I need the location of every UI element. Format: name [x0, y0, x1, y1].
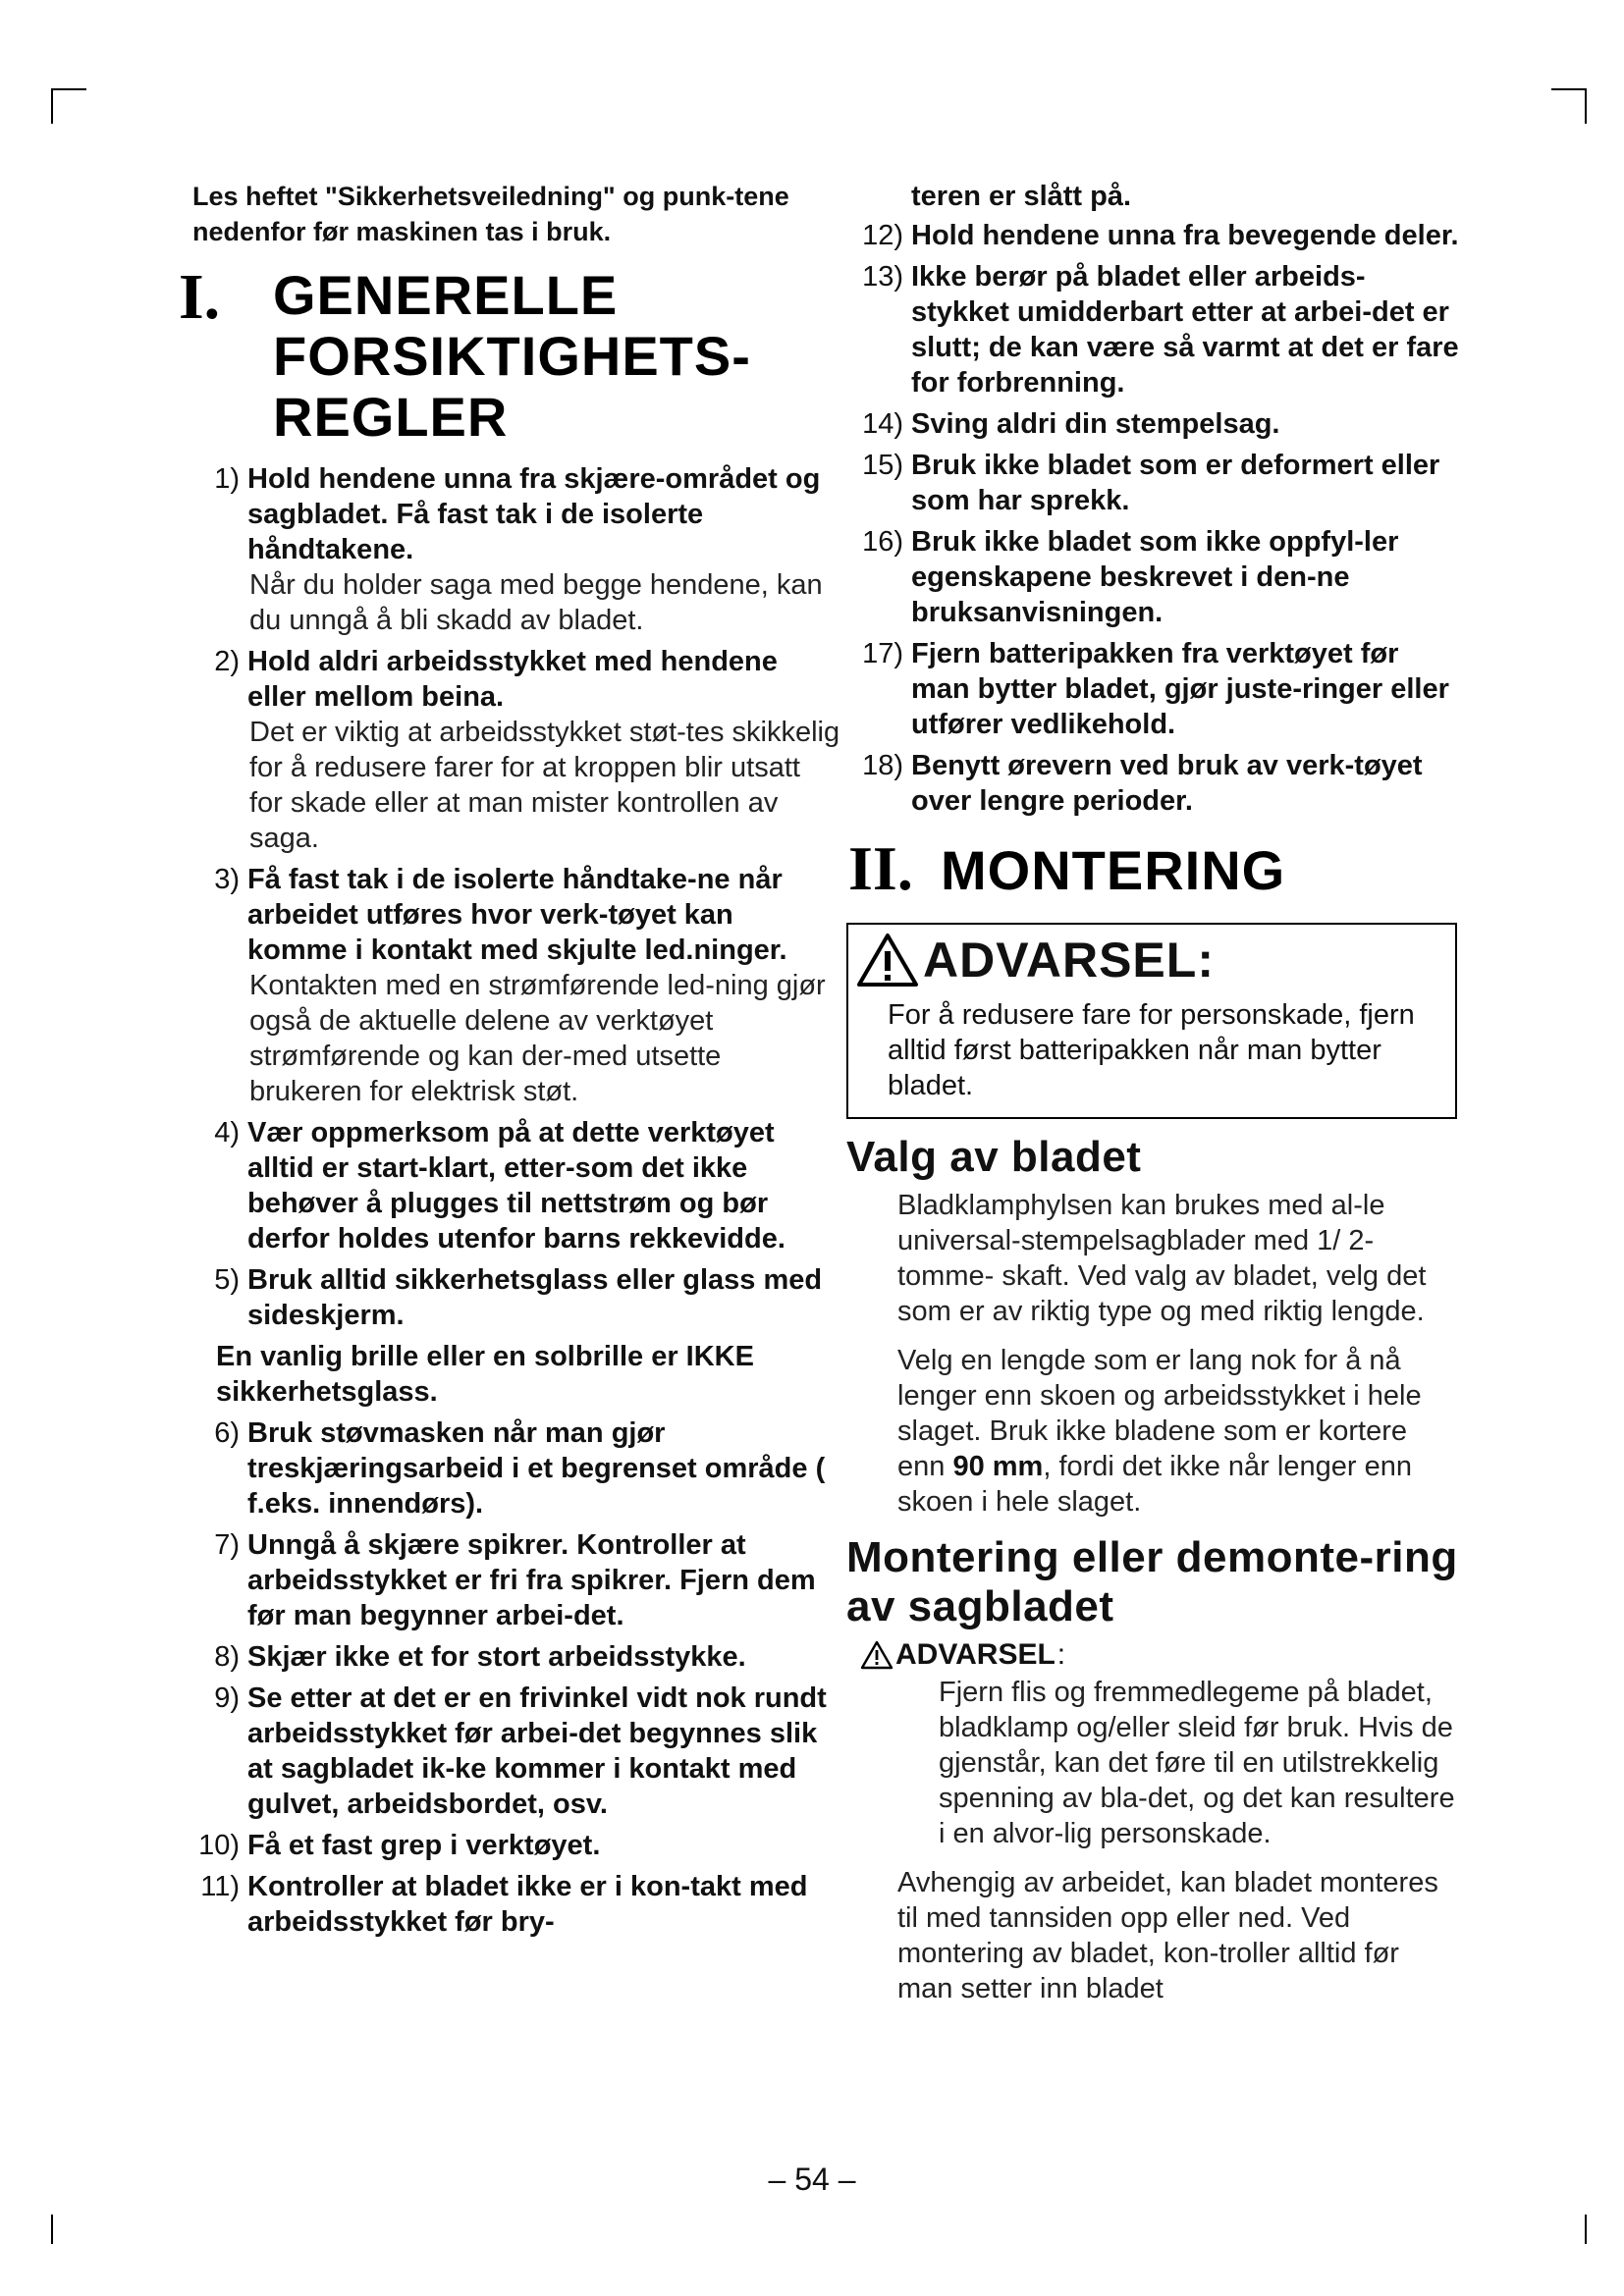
crop-mark-top-left-h — [51, 88, 86, 90]
item-number: 7) — [214, 1529, 240, 1561]
valg-paragraph-2 — [850, 1343, 1459, 1520]
item-bold-text: Unngå å skjære spikrer. Kontroller at arbeidsstykket er fri fra spikrer. Fjern dem før man begynner arbei-det. — [247, 1529, 816, 1631]
section-2-heading — [848, 833, 1459, 903]
section-1-number: I. — [179, 261, 221, 333]
item-bold-text: Benytt ørevern ved bruk av verk-tøyet over lengre perioder. — [911, 750, 1423, 817]
crop-mark-top-right-h — [1551, 88, 1587, 90]
valg-paragraph-2-end: , fordi det ikke når lenger enn skoen i hele slaget. — [897, 1451, 1412, 1518]
warning-box — [846, 923, 1457, 1119]
section-1-title: GENERELLE FORSIKTIGHETS-REGLER — [273, 264, 751, 448]
list-item — [192, 1869, 840, 1940]
list-item — [850, 448, 1459, 518]
montering-paragraph: Avhengig av arbeidet, kan bladet monteres til med tannsiden opp eller ned. Ved montering av bladet, kon-troller alltid før man setter inn bladet — [897, 1867, 1438, 2004]
item-bold-text: Kontroller at bladet ikke er i kon-takt med arbeidsstykket før bry- — [247, 1871, 808, 1938]
valg-heading: Valg av bladet — [846, 1133, 1142, 1181]
item-number: 4) — [214, 1117, 240, 1148]
item-bold-text: Hold hendene unna fra skjære-området og sagbladet. Få fast tak i de isolerte håndtakene. — [247, 463, 821, 565]
crop-mark-top-left-v — [51, 88, 53, 124]
right-column — [846, 179, 1459, 2020]
list-item — [192, 1828, 840, 1863]
item-bold-text: Se etter at det er en frivinkel vidt nok rundt arbeidsstykket før arbei-det begynnes slik at sagbladet ik-ke kommer i kontakt med gulvet, arbeidsbordet, osv. — [247, 1682, 827, 1820]
item-continuation: teren er slått på. — [911, 181, 1132, 212]
item-bold-text: Vær oppmerksom på at dette verktøyet alltid er start-klart, etter-som det ikke behøver å plugges til nettstrøm og bør derfor holdes utenfor barns rekkevidde. — [247, 1117, 785, 1255]
warning-triangle-icon — [860, 1640, 893, 1670]
item-number: 11) — [200, 1871, 240, 1902]
item-number: 13) — [862, 261, 903, 293]
blade-length-value: 90 mm — [952, 1451, 1044, 1482]
item-number: 8) — [214, 1641, 240, 1673]
montering-heading: Montering eller demonte-ring av sagbladet — [846, 1533, 1458, 1630]
section-1-heading — [179, 261, 840, 448]
left-item-list — [192, 461, 840, 1940]
item-bold-text: Fjern batteripakken fra verktøyet før man bytter bladet, gjør juste-ringer eller utfører vedlikehold. — [911, 638, 1449, 740]
item-bold-text: Hold hendene unna fra bevegende deler. — [911, 220, 1459, 251]
montering-warning-label — [860, 1637, 1459, 1673]
item-normal-text: Det er viktig at arbeidsstykket støt-tes skikkelig for å redusere farer for at kroppen blir utsatt for skade eller at man mister kontrollen av saga. — [249, 717, 840, 854]
list-item — [192, 1415, 840, 1522]
list-item — [192, 1527, 840, 1633]
item-bold-text: Bruk støvmasken når man gjør treskjæringsarbeid i et begrenset område ( f.eks. innendørs). — [247, 1417, 826, 1520]
item-note: En vanlig brille eller en solbrille er IKKE sikkerhetsglass. — [216, 1341, 754, 1408]
item-bold-text: Bruk alltid sikkerhetsglass eller glass med sideskjerm. — [247, 1264, 823, 1331]
item-normal-text: Kontakten med en strømførende led-ning gjør også de aktuelle delene av verktøyet strømførende og kan der-med utsette brukeren for elektrisk støt. — [249, 970, 826, 1107]
list-item — [192, 1681, 840, 1822]
list-item — [192, 1115, 840, 1256]
item-bold-text: Ikke berør på bladet eller arbeids-stykket umidderbart etter at arbei-det er slutt; de kan være så varmt at det er fare for forbrenning. — [911, 261, 1459, 399]
item-number: 5) — [214, 1264, 240, 1296]
list-item — [850, 748, 1459, 819]
intro-text: Les heftet "Sikkerhetsveiledning" og punk-tene nedenfor før maskinen tas i bruk. — [192, 182, 789, 246]
item-normal-text: Når du holder saga med begge hendene, kan du unngå å bli skadd av bladet. — [249, 569, 823, 636]
item-bold-text: Hold aldri arbeidsstykket med hendene eller mellom beina. — [247, 646, 778, 713]
left-column — [179, 179, 840, 1946]
item-number: 10) — [198, 1830, 240, 1861]
list-item — [192, 862, 840, 1109]
item-number: 14) — [862, 408, 903, 440]
warning-text: For å redusere fare for personskade, fjern alltid først batteripakken når man bytter bladet. — [888, 999, 1415, 1101]
right-item-list — [850, 218, 1459, 819]
list-item — [850, 524, 1459, 630]
item-bold-text: Bruk ikke bladet som ikke oppfyl-ler egenskapene beskrevet i den-ne bruksanvisningen. — [911, 526, 1399, 628]
item-number: 17) — [862, 638, 903, 669]
item-bold-text: Sving aldri din stempelsag. — [911, 408, 1280, 440]
item-bold-text: Få et fast grep i verktøyet. — [247, 1830, 601, 1861]
item-bold-text: Få fast tak i de isolerte håndtake-ne når arbeidet utføres hvor verk-tøyet kan komme i kontakt med skjulte led.ninger. — [247, 864, 787, 966]
section-2-title: MONTERING — [941, 839, 1286, 901]
valg-paragraph-1: Bladklamphylsen kan brukes med al-le universal-stempelsagblader med 1/ 2-tomme- skaft. Ved valg av bladet, velg det som er av riktig type og med riktig lengde. — [897, 1190, 1427, 1327]
warning-label-text: ADVARSEL — [895, 1638, 1056, 1671]
warning-title: ADVARSEL: — [923, 933, 1215, 988]
montering-warning-text: Fjern flis og fremmedlegeme på bladet, bladklamp og/eller sleid før bruk. Hvis de gjenstår, kan det føre til en utilstrekkelig spenning av bla-det, og det kan resultere i en alvor-lig personskade. — [939, 1677, 1455, 1849]
list-item — [192, 461, 840, 638]
item-number: 6) — [214, 1417, 240, 1449]
list-item — [192, 644, 840, 856]
item-number: 1) — [214, 463, 240, 495]
valg-paragraph-2-start: Velg en lengde som er lang nok for å nå lenger enn skoen og arbeidsstykket i hele slaget. Bruk ikke bladene som er kortere enn — [897, 1345, 1422, 1482]
page-number: – 54 – — [768, 2162, 856, 2197]
section-2-number: II. — [848, 833, 913, 903]
item-number: 15) — [862, 450, 903, 481]
warning-triangle-icon — [856, 933, 919, 988]
item-number: 12) — [862, 220, 903, 251]
list-item — [192, 1639, 840, 1675]
crop-mark-top-right-v — [1585, 88, 1587, 124]
item-bold-text: Skjær ikke et for stort arbeidsstykke. — [247, 1641, 746, 1673]
item-number: 9) — [214, 1682, 240, 1714]
list-item — [192, 1262, 840, 1333]
warning-header — [848, 931, 1455, 989]
list-item — [850, 636, 1459, 742]
warning-label-colon: : — [1056, 1638, 1066, 1671]
crop-mark-bottom-right — [1585, 2215, 1587, 2244]
item-bold-text: Bruk ikke bladet som er deformert eller som har sprekk. — [911, 450, 1440, 516]
list-item — [850, 406, 1459, 442]
list-item — [850, 259, 1459, 400]
crop-mark-bottom-left — [51, 2215, 53, 2244]
list-item — [850, 218, 1459, 253]
item-number: 16) — [862, 526, 903, 558]
item-number: 2) — [214, 646, 240, 677]
item-number: 3) — [214, 864, 240, 895]
item-number: 18) — [862, 750, 903, 781]
